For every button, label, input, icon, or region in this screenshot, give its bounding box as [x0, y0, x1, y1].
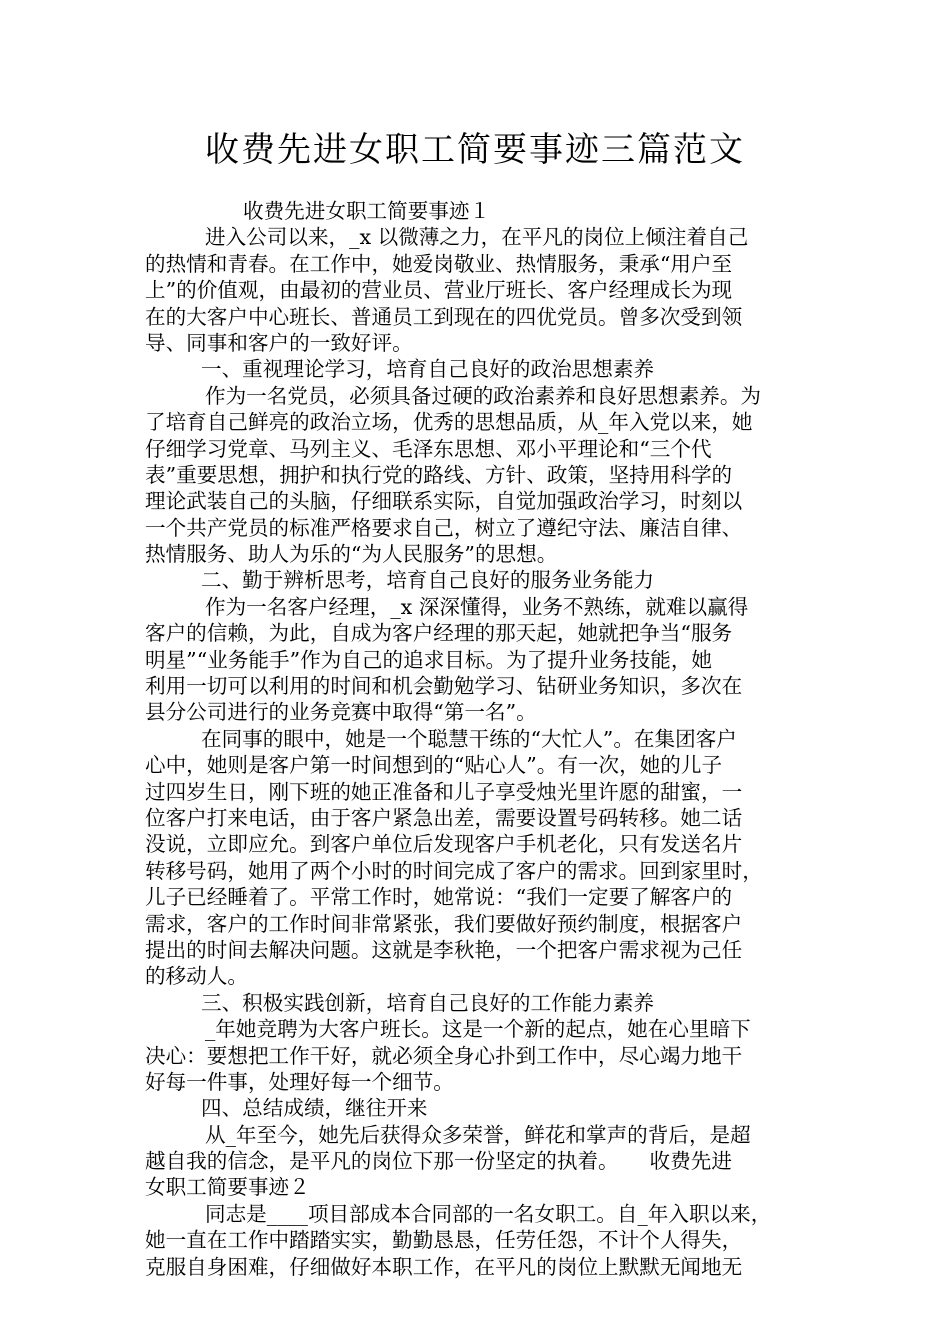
- text-line: 儿子已经睡着了。平常工作时，她常说：“我们一定要了解客户的: [145, 885, 733, 910]
- text-line: 导、同事和客户的一致好评。: [145, 330, 413, 355]
- text-line: 好每一件事，处理好每一个细节。: [145, 1069, 454, 1094]
- text-line: 二、勤于辨析思考，培育自己良好的服务业务能力: [201, 568, 655, 593]
- text-line: 上”的价值观，由最初的营业员、营业厅班长、客户经理成长为现: [145, 278, 733, 303]
- text-line: 县分公司进行的业务竞赛中取得“第一名”。: [145, 700, 537, 725]
- text-line: 一、重视理论学习，培育自己良好的政治思想素养: [201, 357, 655, 382]
- text-line: _年她竞聘为大客户班长。这是一个新的起点，她在心里暗下: [205, 1017, 751, 1042]
- text-line: 心中，她则是客户第一时间想到的“贴心人”。有一次，她的儿子: [145, 753, 723, 778]
- text-line: 客户的信赖，为此，自成为客户经理的那天起，她就把争当“服务: [145, 621, 733, 646]
- text-line: 四、总结成绩，继往开来: [201, 1096, 428, 1121]
- text-line: 利用一切可以利用的时间和机会勤勉学习、钻研业务知识，多次在: [145, 674, 743, 699]
- text-line: 女职工简要事迹２: [145, 1175, 310, 1200]
- text-line: 越自我的信念，是平凡的岗位下那一份坚定的执着。 收费先进: [145, 1149, 732, 1174]
- text-line: 转移号码，她用了两个小时的时间完成了客户的需求。回到家里时，: [145, 858, 763, 883]
- text-line: 的移动人。: [145, 964, 248, 989]
- text-line: 一个共产党员的标准严格要求自己，树立了遵纪守法、廉洁自律、: [145, 515, 743, 540]
- text-line: 提出的时间去解决问题。这就是李秋艳，一个把客户需求视为己任: [145, 937, 743, 962]
- text-line: 在的大客户中心班长、普通员工到现在的四优党员。曾多次受到领: [145, 304, 743, 329]
- text-line: 她一直在工作中踏踏实实，勤勤恳恳，任劳任怨，不计个人得失，: [145, 1228, 743, 1253]
- text-line: 作为一名党员，必须具备过硬的政治素养和良好思想素养。为: [205, 383, 762, 408]
- text-line: 表”重要思想，拥护和执行党的路线、方针、政策，坚持用科学的: [145, 462, 733, 487]
- text-line: 作为一名客户经理，_x 深深懂得，业务不熟练，就难以赢得: [205, 594, 749, 619]
- text-line: 过四岁生日，刚下班的她正准备和儿子享受烛光里许愿的甜蜜，一: [145, 779, 743, 804]
- text-line: 没说，立即应允。到客户单位后发现客户手机老化，只有发送名片: [145, 832, 743, 857]
- text-line: 位客户打来电话，由于客户紧急出差，需要设置号码转移。她二话: [145, 805, 743, 830]
- text-line: 决心：要想把工作干好，就必须全身心扑到工作中，尽心竭力地干: [145, 1043, 743, 1068]
- document-title: 收费先进女职工简要事迹三篇范文: [205, 130, 745, 170]
- text-line: 收费先进女职工简要事迹１: [243, 199, 491, 223]
- text-line: 了培育自己鲜亮的政治立场，优秀的思想品质，从_年入党以来，她: [145, 410, 753, 435]
- text-line: 在同事的眼中，她是一个聪慧干练的“大忙人”。在集团客户: [201, 726, 737, 751]
- text-line: 理论武装自己的头脑，仔细联系实际，自觉加强政治学习，时刻以: [145, 489, 743, 514]
- text-line: 热情服务、助人为乐的“为人民服务”的思想。: [145, 542, 558, 567]
- text-line: 需求，客户的工作时间非常紧张，我们要做好预约制度，根据客户: [145, 911, 743, 936]
- text-line: 三、积极实践创新，培育自己良好的工作能力素养: [201, 990, 655, 1015]
- text-line: 从_年至今，她先后获得众多荣誉，鲜花和掌声的背后，是超: [205, 1122, 751, 1147]
- text-line: 仔细学习党章、马列主义、毛泽东思想、邓小平理论和“三个代: [145, 436, 712, 461]
- document-body: [145, 198, 810, 1280]
- text-line: 进入公司以来，_x 以微薄之力，在平凡的岗位上倾注着自己: [205, 225, 749, 250]
- text-line: 同志是____项目部成本合同部的一名女职工。自_年入职以来，: [205, 1201, 772, 1226]
- text-line: 明星”“业务能手”作为自己的追求目标。为了提升业务技能，她: [145, 647, 713, 672]
- text-line: 的热情和青春。在工作中，她爱岗敬业、热情服务，秉承“用户至: [145, 251, 733, 276]
- text-line: 克服自身困难，仔细做好本职工作，在平凡的岗位上默默无闻地无: [145, 1254, 743, 1279]
